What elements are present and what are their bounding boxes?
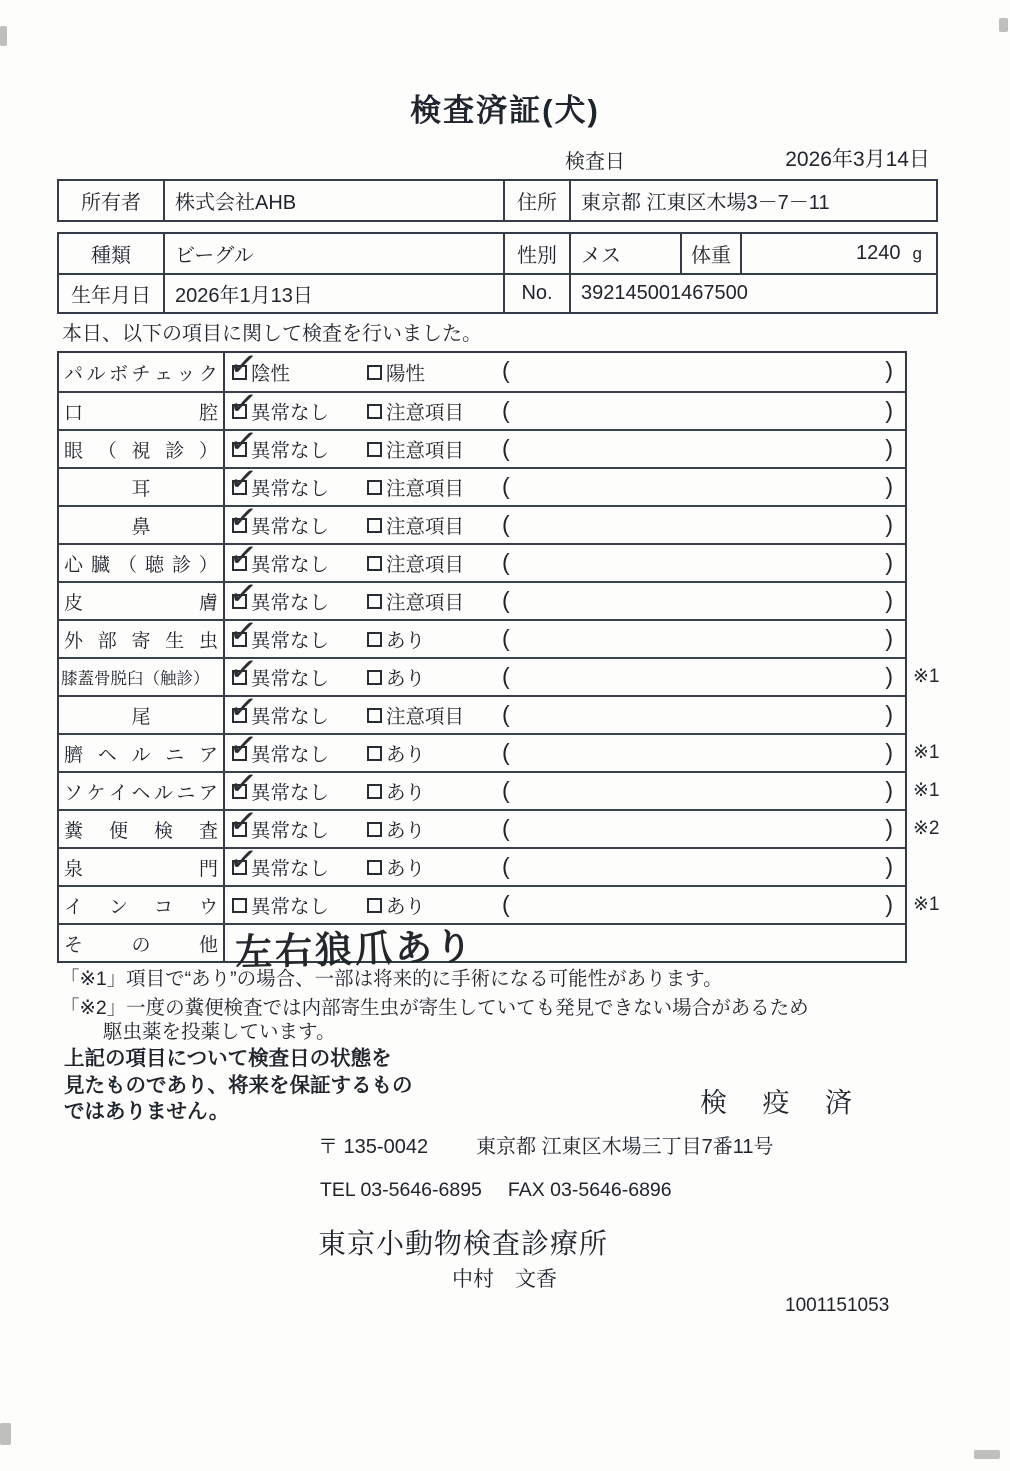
- exam-row: [59, 648, 940, 695]
- exam-option: ✓ 異常なし: [226, 762, 330, 805]
- exam-option: 注意項目: [367, 393, 464, 429]
- scan-smudge-top-right: [999, 18, 1008, 32]
- exam-result-cell: [225, 420, 905, 467]
- clinic-address: 東京都 江東区木場三丁目7番11号: [476, 1136, 774, 1158]
- exam-option: あり: [367, 887, 425, 923]
- handwritten-check-mark: ✓: [226, 686, 260, 729]
- exam-result-cell: [225, 648, 905, 695]
- exam-result-cell: [225, 838, 905, 885]
- paren-close: ): [885, 739, 893, 765]
- birth-row: [59, 273, 936, 312]
- weight-value: 1240: [856, 242, 901, 264]
- animal-info-table: [57, 232, 938, 314]
- page-title: 検査済証(犬): [410, 93, 600, 128]
- exam-option: 注意項目: [367, 431, 464, 467]
- checkbox: [226, 420, 260, 463]
- exam-item-label: 皮 膚: [59, 583, 225, 619]
- exam-item-label: 耳: [59, 469, 225, 505]
- scan-smudge-bottom-left: [0, 1423, 11, 1445]
- postal-line: [318, 1130, 774, 1159]
- checkbox: [367, 518, 382, 533]
- checkbox-box: [367, 442, 382, 457]
- exam-option: 注意項目: [367, 507, 464, 543]
- exam-item-label: 膝蓋骨脱臼（触診）: [59, 659, 225, 695]
- handwritten-note: 左右狼爪あり: [234, 925, 476, 974]
- handwritten-check-mark: ✓: [226, 458, 260, 501]
- sex-label: 性別: [503, 234, 569, 273]
- exam-option: 注意項目: [367, 545, 464, 581]
- handwritten-check-mark: ✓: [226, 648, 260, 691]
- checkbox: [226, 610, 260, 653]
- checkbox-box: [367, 556, 382, 571]
- paren-close: ): [885, 777, 893, 803]
- exam-option: 異常なし: [232, 887, 329, 923]
- exam-row: [59, 572, 905, 619]
- exam-row: [59, 420, 905, 467]
- paren-open: (: [502, 549, 510, 575]
- paren-close: ): [885, 357, 893, 383]
- handwritten-check-mark: ✓: [226, 610, 260, 653]
- exam-item-label: パ ル ボ チ ェ ッ ク: [59, 353, 225, 391]
- checkbox: [367, 708, 382, 723]
- exam-item-label: 口 腔: [59, 393, 225, 429]
- exam-result-cell: [225, 686, 905, 733]
- weight-unit: g: [912, 243, 922, 263]
- owner-row: [59, 181, 936, 220]
- exam-row: [59, 724, 940, 771]
- exam-option: ✓ 異常なし: [226, 496, 330, 539]
- exam-option: ✓ 異常なし: [226, 724, 330, 767]
- exam-option: あり: [367, 811, 425, 847]
- exam-item-label: 泉 門: [59, 849, 225, 885]
- paren-open: (: [502, 815, 510, 841]
- exam-row: [59, 496, 905, 543]
- exam-result-cell: [225, 800, 905, 847]
- exam-item-label: 心 臓 （ 聴 診 ）: [59, 545, 225, 581]
- checkbox: [226, 648, 260, 691]
- paren-close: ): [885, 473, 893, 499]
- paren-close: ): [885, 549, 893, 575]
- owner-table: [57, 179, 938, 222]
- checkbox-box: [367, 594, 382, 609]
- paren-close: ): [885, 435, 893, 461]
- disclaimer-line1: 上記の項目について検査日の状態を: [64, 1047, 392, 1070]
- paren-open: (: [502, 739, 510, 765]
- birthdate-label: 生年月日: [71, 285, 151, 307]
- checkbox: [226, 762, 260, 805]
- exam-result-cell: [225, 458, 905, 505]
- checkbox-box: [232, 898, 247, 913]
- postal-code: 〒 135-0042: [318, 1136, 429, 1158]
- exam-option: 注意項目: [367, 469, 464, 505]
- exam-result-cell: [225, 762, 905, 809]
- clinic-name: 東京小動物検査診療所: [318, 1228, 609, 1259]
- paren-open: (: [502, 853, 510, 879]
- checkbox-box: [367, 898, 382, 913]
- exam-item-label: そ の 他: [59, 925, 225, 961]
- paren-open: (: [502, 777, 510, 803]
- checkbox-box: [367, 404, 382, 419]
- checkbox: [226, 458, 260, 501]
- checkbox: [367, 632, 382, 647]
- checkbox: [367, 365, 382, 380]
- paren-open: (: [502, 587, 510, 613]
- exam-result-cell: [225, 572, 905, 619]
- exam-option: ✓ 異常なし: [226, 420, 330, 463]
- tel-number: TEL 03-5646-6895: [320, 1179, 482, 1201]
- checkbox: [367, 670, 382, 685]
- checkbox-box: [367, 365, 382, 380]
- paren-open: (: [502, 397, 510, 423]
- exam-row: [59, 885, 940, 923]
- exam-item-label: 尾: [59, 697, 225, 733]
- paren-close: ): [885, 587, 893, 613]
- exam-row: [59, 534, 905, 581]
- document-number: 1001151053: [785, 1295, 890, 1316]
- checkbox: [226, 572, 260, 615]
- handwritten-check-mark: ✓: [226, 496, 260, 539]
- checkbox: [367, 860, 382, 875]
- scan-smudge-bottom-right: [974, 1450, 1000, 1459]
- handwritten-check-mark: ✓: [226, 420, 260, 463]
- paren-close: ): [885, 511, 893, 537]
- checkbox-box: [367, 632, 382, 647]
- exam-row: [59, 343, 905, 391]
- paren-close: ): [885, 397, 893, 423]
- exam-option: ✓ 異常なし: [226, 648, 330, 691]
- checkbox-box: [367, 480, 382, 495]
- handwritten-check-mark: ✓: [226, 534, 260, 577]
- exam-option: 注意項目: [367, 697, 464, 733]
- scan-smudge-top-left: [0, 26, 7, 46]
- exam-item-label: イ ン コ ウ: [59, 887, 225, 923]
- footnote-1: 「※1」項目で“あり”の場合、一部は将来的に手術になる可能性があります。: [60, 968, 723, 990]
- birthdate-value: 2026年1月13日: [163, 275, 503, 312]
- exam-item-label: 糞 便 検 査: [59, 811, 225, 847]
- reference-mark: ※1: [913, 666, 940, 687]
- disclaimer: [64, 1046, 413, 1126]
- handwritten-check-mark: ✓: [226, 382, 260, 425]
- exam-option: ✓ 陰性: [226, 343, 291, 386]
- checkbox: [226, 534, 260, 577]
- handwritten-check-mark: ✓: [226, 724, 260, 767]
- checkbox: [226, 496, 260, 539]
- intro-sentence: 本日、以下の項目に関して検査を行いました。: [62, 323, 482, 345]
- paren-close: ): [885, 663, 893, 689]
- checkbox-box: [367, 670, 382, 685]
- weight-value-cell: [740, 234, 936, 273]
- paren-open: (: [502, 473, 510, 499]
- exam-row: [59, 458, 905, 505]
- paren-close: ): [885, 625, 893, 651]
- exam-row: [59, 610, 905, 657]
- handwritten-check-mark: ✓: [226, 762, 260, 805]
- owner-value: 株式会社AHB: [163, 181, 503, 220]
- reference-mark: ※1: [913, 742, 940, 763]
- checkbox: [226, 838, 260, 881]
- disclaimer-line3: ではありません。: [64, 1100, 230, 1123]
- exam-result-cell: [225, 382, 905, 429]
- paren-open: (: [502, 357, 510, 383]
- paren-close: ): [885, 815, 893, 841]
- exam-option: ✓ 異常なし: [226, 686, 330, 729]
- exam-item-label: 外 部 寄 生 虫: [59, 621, 225, 657]
- checkbox: [226, 800, 260, 843]
- species-value: ビーグル: [163, 234, 503, 273]
- examiner-name: 中村 文香: [452, 1268, 557, 1291]
- exam-result-cell: [225, 887, 905, 923]
- exam-item-label: ソ ケ イ ヘ ル ニ ア: [59, 773, 225, 809]
- exam-row: [59, 686, 905, 733]
- exam-row: [59, 762, 940, 809]
- checkbox: [367, 784, 382, 799]
- sex-value: メス: [569, 234, 680, 273]
- disclaimer-line2: 見たものであり、将来を保証するもの: [64, 1073, 413, 1097]
- exam-row: [59, 800, 940, 847]
- checkbox-box: [367, 784, 382, 799]
- reference-mark: ※1: [913, 780, 940, 801]
- exam-row: [59, 923, 905, 974]
- species-row: [59, 234, 936, 273]
- exam-item-label: 眼 （ 視 診 ）: [59, 431, 225, 467]
- exam-option: あり: [367, 735, 425, 771]
- checkbox-box: [367, 746, 382, 761]
- inspection-date-label: 検査日: [565, 151, 625, 173]
- exam-row: [59, 382, 905, 429]
- checkbox: [232, 898, 247, 913]
- exam-result-cell: [225, 496, 905, 543]
- fax-number: FAX 03-5646-6896: [507, 1179, 672, 1201]
- number-label: No.: [503, 275, 569, 312]
- quarantine-stamp: 検 疫 済: [700, 1088, 867, 1118]
- checkbox: [367, 442, 382, 457]
- footnote-2-line2: 駆虫薬を投薬しています。: [103, 1021, 336, 1043]
- paren-close: ): [885, 701, 893, 727]
- paren-close: ): [885, 853, 893, 879]
- number-value: 392145001467500: [569, 275, 936, 312]
- checkbox: [367, 898, 382, 913]
- handwritten-check-mark: ✓: [226, 800, 260, 843]
- checkbox: [367, 480, 382, 495]
- weight-label: 体重: [680, 234, 740, 273]
- checkbox-box: [367, 518, 382, 533]
- checkbox: [367, 746, 382, 761]
- exam-result-cell: [225, 343, 905, 391]
- paren-open: (: [502, 663, 510, 689]
- exam-option: ✓ 異常なし: [226, 800, 330, 843]
- exam-table: [57, 343, 940, 974]
- exam-option: あり: [367, 621, 425, 657]
- exam-option: ✓ 異常なし: [226, 458, 330, 501]
- exam-item-label: 鼻: [59, 507, 225, 543]
- checkbox-box: [367, 860, 382, 875]
- paren-open: (: [502, 625, 510, 651]
- checkbox: [226, 686, 260, 729]
- exam-result-cell: [225, 724, 905, 771]
- owner-label: 所有者: [81, 192, 141, 214]
- exam-option: ✓ 異常なし: [226, 572, 330, 615]
- checkbox: [367, 822, 382, 837]
- exam-option: あり: [367, 849, 425, 885]
- checkbox: [367, 556, 382, 571]
- paren-open: (: [502, 435, 510, 461]
- paren-close: ): [885, 891, 893, 917]
- checkbox: [226, 724, 260, 767]
- exam-result-cell: [225, 534, 905, 581]
- exam-item-label: 臍 ヘ ル ニ ア: [59, 735, 225, 771]
- address-value: 東京都 江東区木場3－7－11: [569, 181, 936, 220]
- checkbox: [367, 404, 382, 419]
- checkbox-box: [367, 708, 382, 723]
- inspection-date-value: 2026年3月14日: [785, 148, 930, 171]
- exam-result-cell: [225, 610, 905, 657]
- handwritten-check-mark: ✓: [226, 343, 260, 386]
- exam-option: 陽性: [367, 353, 425, 391]
- exam-option: ✓ 異常なし: [226, 838, 330, 881]
- checkbox: [226, 382, 260, 425]
- tel-line: [320, 1179, 672, 1202]
- exam-option: あり: [367, 773, 425, 809]
- paren-open: (: [502, 701, 510, 727]
- handwritten-check-mark: ✓: [226, 838, 260, 881]
- checkbox-box: [367, 822, 382, 837]
- paren-open: (: [502, 891, 510, 917]
- exam-row: [59, 838, 905, 885]
- exam-option: 注意項目: [367, 583, 464, 619]
- reference-mark: ※1: [913, 894, 940, 915]
- reference-mark: ※2: [913, 818, 940, 839]
- exam-result-cell: [225, 925, 905, 974]
- paren-open: (: [502, 511, 510, 537]
- species-label: 種類: [91, 245, 131, 267]
- footnote-2-line1: 「※2」一度の糞便検査では内部寄生虫が寄生していても発見できない場合があるため: [60, 997, 809, 1019]
- exam-option: あり: [367, 659, 425, 695]
- exam-option: ✓ 異常なし: [226, 610, 330, 653]
- exam-option: ✓ 異常なし: [226, 382, 330, 425]
- handwritten-check-mark: ✓: [226, 572, 260, 615]
- address-label: 住所: [503, 181, 569, 220]
- exam-option: ✓ 異常なし: [226, 534, 330, 577]
- checkbox: [367, 594, 382, 609]
